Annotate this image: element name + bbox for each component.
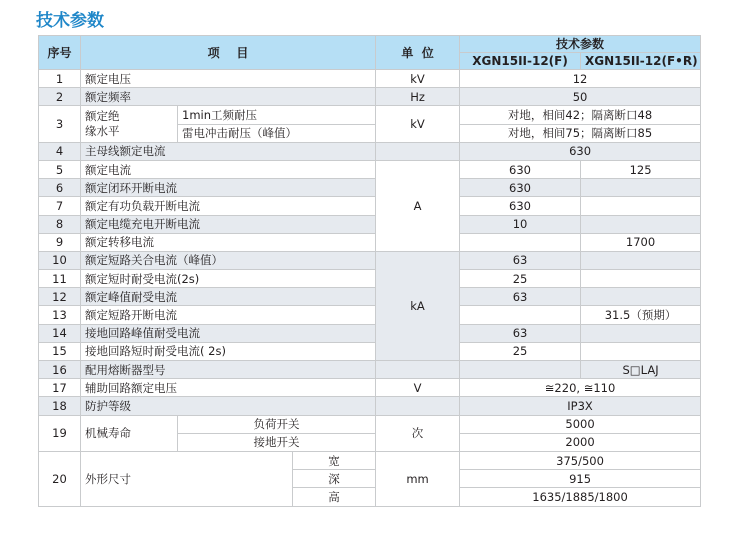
row-unit: mm	[376, 451, 460, 506]
row-no: 6	[39, 179, 81, 197]
row-value-fr	[581, 288, 701, 306]
row-item: 额定短路开断电流	[81, 306, 376, 324]
row-item: 额定短路关合电流（峰值）	[81, 251, 376, 269]
row-unit	[376, 142, 460, 160]
row-item: 额定有功负载开断电流	[81, 197, 376, 215]
row-item: 额定电流	[81, 160, 376, 178]
table-row	[39, 361, 701, 379]
row-unit: 次	[376, 415, 460, 451]
row-value-f: 10	[460, 215, 581, 233]
row-value-fr	[581, 215, 701, 233]
row-item: 额定电压	[81, 70, 376, 88]
row-subitem: 雷电冲击耐压（峰值）	[178, 124, 376, 142]
row-value-f	[460, 361, 581, 379]
row-value-f: 25	[460, 342, 581, 360]
row-item: 额定短时耐受电流(2s)	[81, 270, 376, 288]
row-unit: kV	[376, 70, 460, 88]
table-row	[39, 88, 701, 106]
header-row	[39, 36, 701, 53]
row-value-fr	[581, 179, 701, 197]
row-subitem: 负荷开关	[178, 415, 376, 433]
row-subitem: 深	[293, 470, 376, 488]
row-value-f: 63	[460, 288, 581, 306]
row-item: 额定绝 缘水平	[81, 106, 178, 142]
header-unit: 单 位	[376, 36, 460, 70]
header-item: 项 目	[81, 36, 376, 70]
row-item: 额定转移电流	[81, 233, 376, 251]
row-no: 20	[39, 451, 81, 506]
row-value: 5000	[460, 415, 701, 433]
row-value-f: 630	[460, 160, 581, 178]
row-subitem: 高	[293, 488, 376, 506]
row-item: 辅助回路额定电压	[81, 379, 376, 397]
row-no: 9	[39, 233, 81, 251]
row-no: 3	[39, 106, 81, 142]
row-no: 17	[39, 379, 81, 397]
row-item: 接地回路峰值耐受电流	[81, 324, 376, 342]
row-value: 12	[460, 70, 701, 88]
row-no: 18	[39, 397, 81, 415]
row-no: 13	[39, 306, 81, 324]
row-value: 915	[460, 470, 701, 488]
header-model-f: XGN15II-12(F)	[460, 53, 581, 70]
row-value-fr: 1700	[581, 233, 701, 251]
table-row	[39, 324, 701, 342]
row-no: 16	[39, 361, 81, 379]
row-value-fr: 31.5（预期）	[581, 306, 701, 324]
row-unit	[376, 361, 460, 379]
row-value: 对地，相间75；隔离断口85	[460, 124, 701, 142]
row-no: 14	[39, 324, 81, 342]
row-value-fr	[581, 342, 701, 360]
row-value: 1635/1885/1800	[460, 488, 701, 506]
row-unit: kV	[376, 106, 460, 142]
row-value: ≅220, ≅110	[460, 379, 701, 397]
row-unit: Hz	[376, 88, 460, 106]
header-model-fr: XGN15II-12(F•R)	[581, 53, 701, 70]
table-row	[39, 379, 701, 397]
row-item: 配用熔断器型号	[81, 361, 376, 379]
row-value-fr	[581, 197, 701, 215]
row-value-f: 630	[460, 197, 581, 215]
row-no: 8	[39, 215, 81, 233]
row-item: 额定频率	[81, 88, 376, 106]
row-no: 11	[39, 270, 81, 288]
row-item: 额定峰值耐受电流	[81, 288, 376, 306]
row-no: 5	[39, 160, 81, 178]
table-row	[39, 397, 701, 415]
row-no: 19	[39, 415, 81, 451]
row-value-f: 63	[460, 251, 581, 269]
table-row	[39, 160, 701, 178]
table-row	[39, 342, 701, 360]
table-row	[39, 288, 701, 306]
row-item: 额定闭环开断电流	[81, 179, 376, 197]
row-no: 7	[39, 197, 81, 215]
spec-table	[38, 35, 701, 507]
table-row	[39, 251, 701, 269]
row-value-fr: 125	[581, 160, 701, 178]
header-no: 序号	[39, 36, 81, 70]
table-row	[39, 451, 701, 469]
row-value: 对地，相间42；隔离断口48	[460, 106, 701, 124]
row-value-f: 630	[460, 179, 581, 197]
row-value-fr: S□LAJ	[581, 361, 701, 379]
row-value: 630	[460, 142, 701, 160]
table-row	[39, 106, 701, 124]
row-subitem: 宽	[293, 451, 376, 469]
row-value: 50	[460, 88, 701, 106]
row-no: 12	[39, 288, 81, 306]
row-no: 1	[39, 70, 81, 88]
table-row	[39, 197, 701, 215]
table-row	[39, 179, 701, 197]
row-item: 额定电缆充电开断电流	[81, 215, 376, 233]
row-no: 15	[39, 342, 81, 360]
row-value-f	[460, 233, 581, 251]
table-row	[39, 70, 701, 88]
row-unit	[376, 397, 460, 415]
row-no: 10	[39, 251, 81, 269]
table-row	[39, 306, 701, 324]
table-row	[39, 233, 701, 251]
row-value-f: 63	[460, 324, 581, 342]
row-item: 防护等级	[81, 397, 376, 415]
row-value-fr	[581, 270, 701, 288]
row-value: 2000	[460, 433, 701, 451]
row-item: 接地回路短时耐受电流( 2s)	[81, 342, 376, 360]
header-params: 技术参数	[460, 36, 701, 53]
row-no: 2	[39, 88, 81, 106]
row-no: 4	[39, 142, 81, 160]
page-title: 技术参数	[36, 11, 104, 31]
row-subitem: 1min工频耐压	[178, 106, 376, 124]
table-row	[39, 215, 701, 233]
row-item: 外形尺寸	[81, 451, 293, 506]
row-item: 机械寿命	[81, 415, 178, 451]
row-item: 主母线额定电流	[81, 142, 376, 160]
row-subitem: 接地开关	[178, 433, 376, 451]
row-unit: A	[376, 160, 460, 251]
row-value: 375/500	[460, 451, 701, 469]
row-value-f: 25	[460, 270, 581, 288]
table-row	[39, 415, 701, 433]
table-row	[39, 270, 701, 288]
row-value: IP3X	[460, 397, 701, 415]
row-value-fr	[581, 324, 701, 342]
table-row	[39, 142, 701, 160]
row-value-f	[460, 306, 581, 324]
row-unit: V	[376, 379, 460, 397]
row-unit: kA	[376, 251, 460, 360]
row-value-fr	[581, 251, 701, 269]
